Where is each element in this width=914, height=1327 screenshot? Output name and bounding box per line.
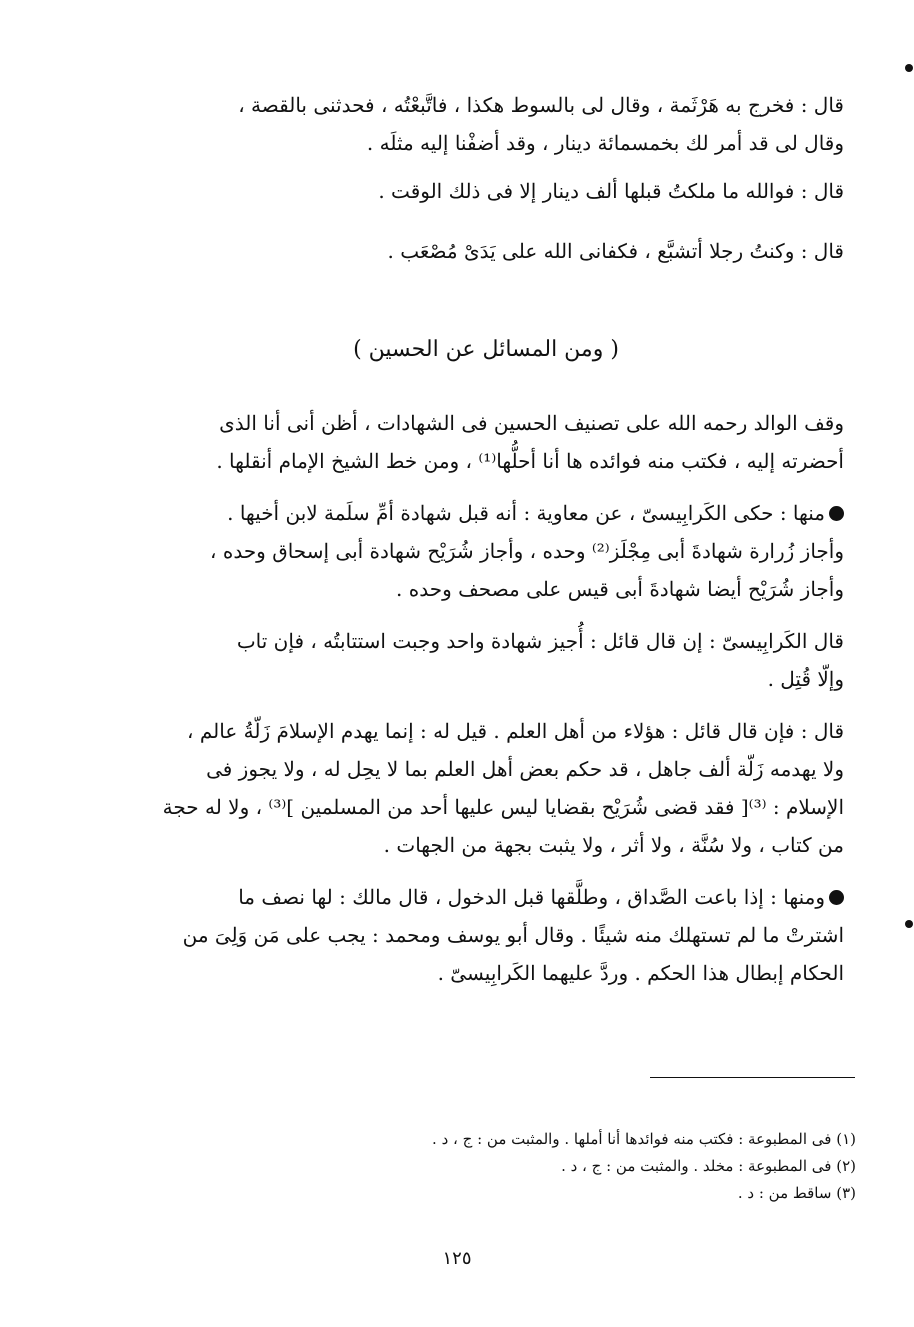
text-line: وأجاز شُرَيْح أيضا شهادةَ أبى قيس على مصحف وحده .: [396, 577, 844, 601]
text-line: قال : فإن قال قائل : هؤلاء من أهل العلم . قيل له : إنما يهدم الإسلامَ زَلّةُ عالم ،: [187, 719, 844, 743]
text-line: قال : وكنتُ رجلا أتشبَّع ، فكفانى الله على يَدَىْ مُصْعَب .: [387, 239, 844, 263]
paragraph: [128, 172, 844, 210]
paragraph: [128, 712, 844, 864]
text-line: اشترتْ ما لم تستهلك منه شيئًا . وقال أبو يوسف ومحمد : يجب على مَن وَلِىَ من: [182, 923, 844, 947]
footnotes: [300, 1126, 856, 1207]
text-line: وإلّا قُتِل .: [767, 667, 844, 691]
section-heading: ( ومن المسائل عن الحسين ): [353, 337, 619, 362]
text-line: منها : حكى الكَرابِيسىّ ، عن معاوية : أنه قبل شهادة أمِّ سلَمة لابن أخيها .: [227, 501, 825, 525]
paragraph: [128, 404, 844, 480]
paragraph: [128, 494, 844, 608]
paragraph: [128, 878, 844, 992]
text-line: وقال لى قد أمر لك بخمسمائة دينار ، وقد أضفْنا إليه مثلَه .: [366, 131, 844, 155]
footnote: (١) فى المطبوعة : فكتب منه فوائدها أنا أملها . والمثبت من : ج ، د .: [432, 1130, 856, 1148]
text-line: الإسلام : ⁽³⁾[ فقد قضى شُرَيْح بقضايا ليس عليها أحد من المسلمين ]⁽³⁾ ، ولا له حجة: [162, 795, 844, 819]
page-number: ١٢٥: [442, 1248, 472, 1269]
paragraph: [128, 86, 844, 162]
margin-dot-middle: [905, 920, 913, 928]
text-line: ولا يهدمه زَلّة ألف جاهل ، قد حكم بعض أهل العلم بما لا يحِل له ، ولا يجوز فى: [206, 757, 844, 781]
text-line: وقف الوالد رحمه الله على تصنيف الحسين فى الشهادات ، أظن أنى أنا الذى: [219, 411, 844, 435]
bullet-icon: [829, 890, 844, 905]
text-line: قال الكَرابِيسىّ : إن قال قائل : أُجيز شهادة واحد وجبت استتابتُه ، فإن تاب: [236, 629, 844, 653]
opening-paragraphs: [128, 86, 844, 270]
margin-dot-top: [905, 64, 913, 72]
footnote: (٣) ساقط من : د .: [737, 1184, 856, 1202]
text-line: الحكام إبطال هذا الحكم . وردَّ عليهما الكَرابِيسىّ .: [437, 961, 844, 985]
footnote-divider: [650, 1077, 855, 1078]
text-line: أحضرته إليه ، فكتب منه فوائده ها أنا أحلُّها⁽¹⁾ ، ومن خط الشيخ الإمام أنقلها .: [216, 449, 844, 473]
footnote: (٢) فى المطبوعة : مخلد . والمثبت من : ج ، د .: [561, 1157, 856, 1175]
text-line: وأجاز زُرارة شهادةَ أبى مِجْلَز⁽²⁾ وحده ، وأجاز شُرَيْح شهادة أبى إسحاق وحده ،: [210, 539, 844, 563]
paragraph: [128, 622, 844, 698]
text-line: ومنها : إذا باعت الصَّداق ، وطلَّقها قبل الدخول ، قال مالك : لها نصف ما: [238, 885, 825, 909]
text-line: قال : فخرج به هَرْثَمة ، وقال لى بالسوط هكذا ، فاتَّبعْتُه ، فحدثنى بالقصة ،: [238, 93, 844, 117]
paragraph: [128, 232, 844, 270]
body-paragraphs: [128, 404, 844, 992]
text-line: من كتاب ، ولا سُنَّة ، ولا أثر ، ولا يثبت بجهة من الجهات .: [383, 833, 844, 857]
text-line: قال : فوالله ما ملكتُ قبلها ألف دينار إلا فى ذلك الوقت .: [378, 179, 844, 203]
bullet-icon: [829, 506, 844, 521]
